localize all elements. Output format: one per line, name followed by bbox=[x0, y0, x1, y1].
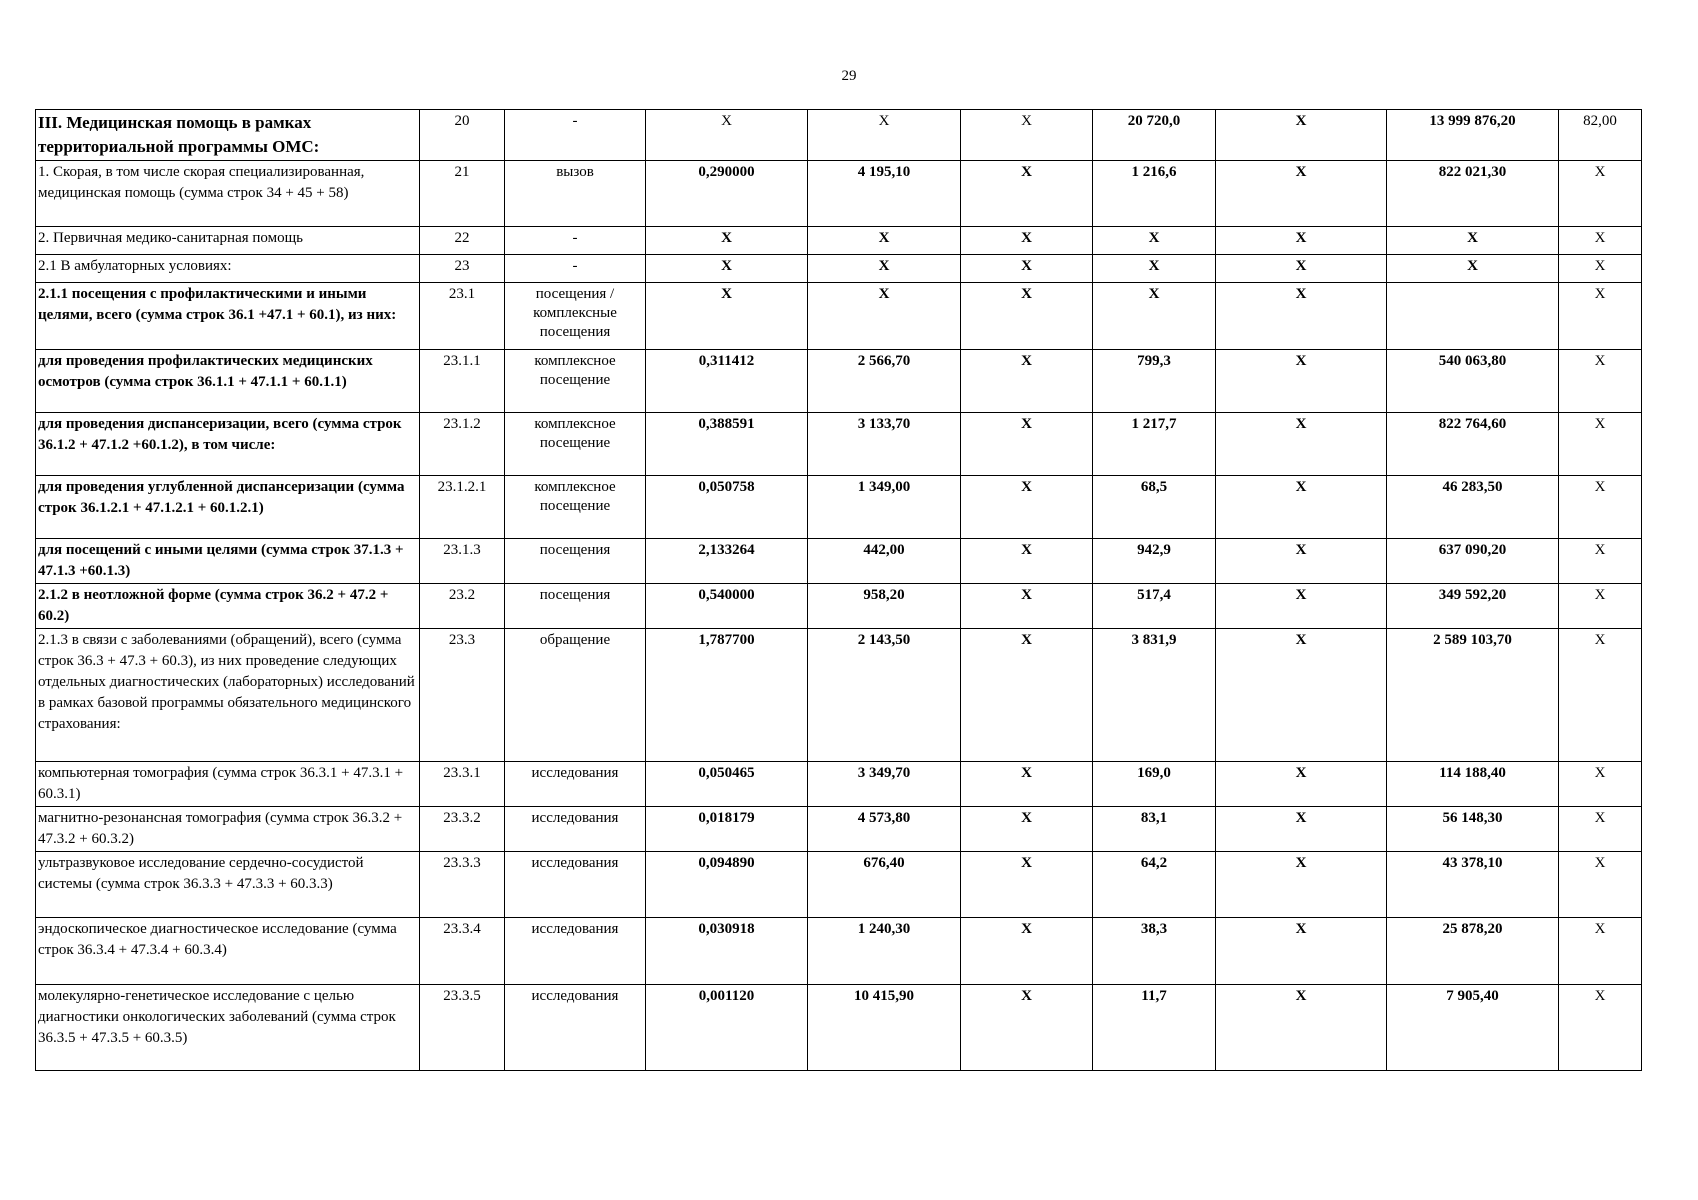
cell-c6: 114 188,40 bbox=[1387, 762, 1559, 807]
table-row bbox=[36, 350, 1642, 413]
row-code: 23.1.2.1 bbox=[420, 476, 505, 539]
cell-c4: 1 216,6 bbox=[1093, 161, 1216, 227]
row-name: 2.1.2 в неотложной форме (сумма строк 36.2 + 47.2 + 60.2) bbox=[36, 584, 420, 629]
cell-c7: X bbox=[1559, 413, 1642, 476]
row-unit: посещения bbox=[505, 539, 646, 584]
cell-c6: 46 283,50 bbox=[1387, 476, 1559, 539]
table-row bbox=[36, 161, 1642, 227]
cell-c4: 38,3 bbox=[1093, 918, 1216, 985]
cell-c3: X bbox=[961, 852, 1093, 918]
row-name: для проведения углубленной диспансеризации (сумма строк 36.1.2.1 + 47.1.2.1 + 60.1.2.1) bbox=[36, 476, 420, 539]
cell-c1: 1,787700 bbox=[646, 629, 808, 762]
cell-c5: X bbox=[1216, 283, 1387, 350]
cell-c1: X bbox=[646, 110, 808, 161]
cell-c2: 4 573,80 bbox=[808, 807, 961, 852]
cell-c5: X bbox=[1216, 584, 1387, 629]
cell-c3: X bbox=[961, 807, 1093, 852]
cell-c7: X bbox=[1559, 629, 1642, 762]
row-unit: исследования bbox=[505, 918, 646, 985]
cell-c7: X bbox=[1559, 350, 1642, 413]
cell-c5: X bbox=[1216, 110, 1387, 161]
cell-c2: X bbox=[808, 110, 961, 161]
cell-c2: 442,00 bbox=[808, 539, 961, 584]
page-number: 29 bbox=[841, 68, 857, 84]
cell-c4: 20 720,0 bbox=[1093, 110, 1216, 161]
cell-c7: X bbox=[1559, 762, 1642, 807]
cell-c7: X bbox=[1559, 255, 1642, 283]
row-unit: комплексное посещение bbox=[505, 350, 646, 413]
cell-c1: 0,388591 bbox=[646, 413, 808, 476]
cell-c4: 3 831,9 bbox=[1093, 629, 1216, 762]
cell-c1: 2,133264 bbox=[646, 539, 808, 584]
row-code: 23.1 bbox=[420, 283, 505, 350]
cell-c5: X bbox=[1216, 762, 1387, 807]
cell-c6: X bbox=[1387, 227, 1559, 255]
cell-c5: X bbox=[1216, 918, 1387, 985]
table-row bbox=[36, 476, 1642, 539]
cell-c5: X bbox=[1216, 413, 1387, 476]
cell-c1: 0,311412 bbox=[646, 350, 808, 413]
cell-c4: 83,1 bbox=[1093, 807, 1216, 852]
cell-c4: X bbox=[1093, 227, 1216, 255]
row-unit: комплексное посещение bbox=[505, 413, 646, 476]
row-code: 20 bbox=[420, 110, 505, 161]
cell-c5: X bbox=[1216, 539, 1387, 584]
row-code: 23.3 bbox=[420, 629, 505, 762]
cell-c2: 2 143,50 bbox=[808, 629, 961, 762]
row-unit: - bbox=[505, 227, 646, 255]
cell-c6: X bbox=[1387, 255, 1559, 283]
row-unit: исследования bbox=[505, 807, 646, 852]
cell-c7: X bbox=[1559, 918, 1642, 985]
cell-c3: X bbox=[961, 539, 1093, 584]
row-name: 2.1.1 посещения с профилактическими и иными целями, всего (сумма строк 36.1 +47.1 + 60.1), из них: bbox=[36, 283, 420, 350]
cell-c1: 0,094890 bbox=[646, 852, 808, 918]
cell-c7: X bbox=[1559, 227, 1642, 255]
row-code: 23.3.2 bbox=[420, 807, 505, 852]
cell-c6: 822 764,60 bbox=[1387, 413, 1559, 476]
row-unit: - bbox=[505, 255, 646, 283]
cell-c7: X bbox=[1559, 985, 1642, 1071]
row-unit: исследования bbox=[505, 762, 646, 807]
cell-c6: 13 999 876,20 bbox=[1387, 110, 1559, 161]
row-code: 23.1.3 bbox=[420, 539, 505, 584]
cell-c2: 3 349,70 bbox=[808, 762, 961, 807]
cell-c7: X bbox=[1559, 283, 1642, 350]
cell-c4: 799,3 bbox=[1093, 350, 1216, 413]
cell-c6: 540 063,80 bbox=[1387, 350, 1559, 413]
cell-c3: X bbox=[961, 350, 1093, 413]
cell-c1: 0,001120 bbox=[646, 985, 808, 1071]
row-unit: посещения / комплексные посещения bbox=[505, 283, 646, 350]
table-row bbox=[36, 413, 1642, 476]
row-code: 23.3.3 bbox=[420, 852, 505, 918]
row-name: магнитно-резонансная томография (сумма строк 36.3.2 + 47.3.2 + 60.3.2) bbox=[36, 807, 420, 852]
cell-c4: 1 217,7 bbox=[1093, 413, 1216, 476]
cell-c7: X bbox=[1559, 476, 1642, 539]
cell-c1: 0,050465 bbox=[646, 762, 808, 807]
row-name: молекулярно-генетическое исследование с целью диагностики онкологических заболеваний (сумма строк 36.3.5 + 47.3.5 + 60.3.5) bbox=[36, 985, 420, 1071]
cell-c4: 942,9 bbox=[1093, 539, 1216, 584]
cell-c3: X bbox=[961, 110, 1093, 161]
cell-c2: 3 133,70 bbox=[808, 413, 961, 476]
cell-c7: X bbox=[1559, 584, 1642, 629]
cell-c1: 0,030918 bbox=[646, 918, 808, 985]
table-row bbox=[36, 918, 1642, 985]
table-row bbox=[36, 255, 1642, 283]
cell-c5: X bbox=[1216, 350, 1387, 413]
row-code: 23 bbox=[420, 255, 505, 283]
cell-c2: 2 566,70 bbox=[808, 350, 961, 413]
table-row bbox=[36, 283, 1642, 350]
cell-c3: X bbox=[961, 283, 1093, 350]
cell-c4: 11,7 bbox=[1093, 985, 1216, 1071]
row-unit: обращение bbox=[505, 629, 646, 762]
cell-c2: 676,40 bbox=[808, 852, 961, 918]
row-code: 23.3.5 bbox=[420, 985, 505, 1071]
row-unit: вызов bbox=[505, 161, 646, 227]
cell-c1: 0,050758 bbox=[646, 476, 808, 539]
row-code: 23.2 bbox=[420, 584, 505, 629]
cell-c2: 958,20 bbox=[808, 584, 961, 629]
row-code: 23.3.4 bbox=[420, 918, 505, 985]
cell-c6: 43 378,10 bbox=[1387, 852, 1559, 918]
cell-c1: X bbox=[646, 227, 808, 255]
cell-c5: X bbox=[1216, 807, 1387, 852]
row-code: 23.3.1 bbox=[420, 762, 505, 807]
row-name: ультразвуковое исследование сердечно-сосудистой системы (сумма строк 36.3.3 + 47.3.3 + 60.3.3) bbox=[36, 852, 420, 918]
cell-c6: 56 148,30 bbox=[1387, 807, 1559, 852]
row-name: компьютерная томография (сумма строк 36.3.1 + 47.3.1 + 60.3.1) bbox=[36, 762, 420, 807]
cell-c1: 0,290000 bbox=[646, 161, 808, 227]
row-name: для посещений с иными целями (сумма строк 37.1.3 + 47.1.3 +60.1.3) bbox=[36, 539, 420, 584]
row-code: 22 bbox=[420, 227, 505, 255]
tariff-table bbox=[35, 109, 1642, 1071]
table-row bbox=[36, 539, 1642, 584]
cell-c5: X bbox=[1216, 255, 1387, 283]
cell-c1: 0,018179 bbox=[646, 807, 808, 852]
row-name: 2. Первичная медико-санитарная помощь bbox=[36, 227, 420, 255]
cell-c3: X bbox=[961, 413, 1093, 476]
cell-c1: X bbox=[646, 255, 808, 283]
cell-c6 bbox=[1387, 283, 1559, 350]
cell-c7: X bbox=[1559, 852, 1642, 918]
table-row bbox=[36, 629, 1642, 762]
row-code: 23.1.2 bbox=[420, 413, 505, 476]
cell-c6: 2 589 103,70 bbox=[1387, 629, 1559, 762]
cell-c4: 68,5 bbox=[1093, 476, 1216, 539]
cell-c5: X bbox=[1216, 161, 1387, 227]
cell-c5: X bbox=[1216, 852, 1387, 918]
cell-c2: 1 349,00 bbox=[808, 476, 961, 539]
cell-c2: X bbox=[808, 255, 961, 283]
cell-c5: X bbox=[1216, 629, 1387, 762]
cell-c6: 637 090,20 bbox=[1387, 539, 1559, 584]
cell-c2: 10 415,90 bbox=[808, 985, 961, 1071]
cell-c4: 64,2 bbox=[1093, 852, 1216, 918]
cell-c4: 517,4 bbox=[1093, 584, 1216, 629]
cell-c3: X bbox=[961, 985, 1093, 1071]
table-row bbox=[36, 584, 1642, 629]
cell-c3: X bbox=[961, 227, 1093, 255]
row-unit: исследования bbox=[505, 852, 646, 918]
cell-c3: X bbox=[961, 584, 1093, 629]
cell-c6: 349 592,20 bbox=[1387, 584, 1559, 629]
table-row bbox=[36, 807, 1642, 852]
cell-c2: X bbox=[808, 227, 961, 255]
cell-c7: X bbox=[1559, 807, 1642, 852]
cell-c4: X bbox=[1093, 283, 1216, 350]
cell-c3: X bbox=[961, 762, 1093, 807]
row-code: 21 bbox=[420, 161, 505, 227]
table-row bbox=[36, 110, 1642, 161]
row-unit: исследования bbox=[505, 985, 646, 1071]
row-name: 1. Скорая, в том числе скорая специализированная, медицинская помощь (сумма строк 34 + 45 + 58) bbox=[36, 161, 420, 227]
row-name: 2.1.3 в связи с заболеваниями (обращений), всего (сумма строк 36.3 + 47.3 + 60.3), из них проведение следующих отдельных диагностических (лабораторных) исследований в рамках базовой программы обязательного медицинского страхования: bbox=[36, 629, 420, 762]
row-name: 2.1 В амбулаторных условиях: bbox=[36, 255, 420, 283]
table-row bbox=[36, 852, 1642, 918]
row-name: для проведения профилактических медицинских осмотров (сумма строк 36.1.1 + 47.1.1 + 60.1.1) bbox=[36, 350, 420, 413]
cell-c5: X bbox=[1216, 227, 1387, 255]
row-unit: посещения bbox=[505, 584, 646, 629]
row-code: 23.1.1 bbox=[420, 350, 505, 413]
cell-c5: X bbox=[1216, 476, 1387, 539]
cell-c1: X bbox=[646, 283, 808, 350]
table-row bbox=[36, 227, 1642, 255]
cell-c2: 4 195,10 bbox=[808, 161, 961, 227]
cell-c4: 169,0 bbox=[1093, 762, 1216, 807]
cell-c1: 0,540000 bbox=[646, 584, 808, 629]
row-name: для проведения диспансеризации, всего (сумма строк 36.1.2 + 47.1.2 +60.1.2), в том числе: bbox=[36, 413, 420, 476]
table-row bbox=[36, 762, 1642, 807]
row-name: III. Медицинская помощь в рамках территориальной программы ОМС: bbox=[36, 110, 420, 161]
cell-c7: X bbox=[1559, 539, 1642, 584]
cell-c3: X bbox=[961, 629, 1093, 762]
cell-c2: 1 240,30 bbox=[808, 918, 961, 985]
cell-c4: X bbox=[1093, 255, 1216, 283]
row-unit: комплексное посещение bbox=[505, 476, 646, 539]
row-name: эндоскопическое диагностическое исследование (сумма строк 36.3.4 + 47.3.4 + 60.3.4) bbox=[36, 918, 420, 985]
cell-c6: 822 021,30 bbox=[1387, 161, 1559, 227]
cell-c3: X bbox=[961, 161, 1093, 227]
cell-c3: X bbox=[961, 255, 1093, 283]
cell-c2: X bbox=[808, 283, 961, 350]
cell-c7: 82,00 bbox=[1559, 110, 1642, 161]
cell-c3: X bbox=[961, 918, 1093, 985]
cell-c7: X bbox=[1559, 161, 1642, 227]
row-unit: - bbox=[505, 110, 646, 161]
table-row bbox=[36, 985, 1642, 1071]
cell-c5: X bbox=[1216, 985, 1387, 1071]
cell-c6: 25 878,20 bbox=[1387, 918, 1559, 985]
cell-c6: 7 905,40 bbox=[1387, 985, 1559, 1071]
cell-c3: X bbox=[961, 476, 1093, 539]
